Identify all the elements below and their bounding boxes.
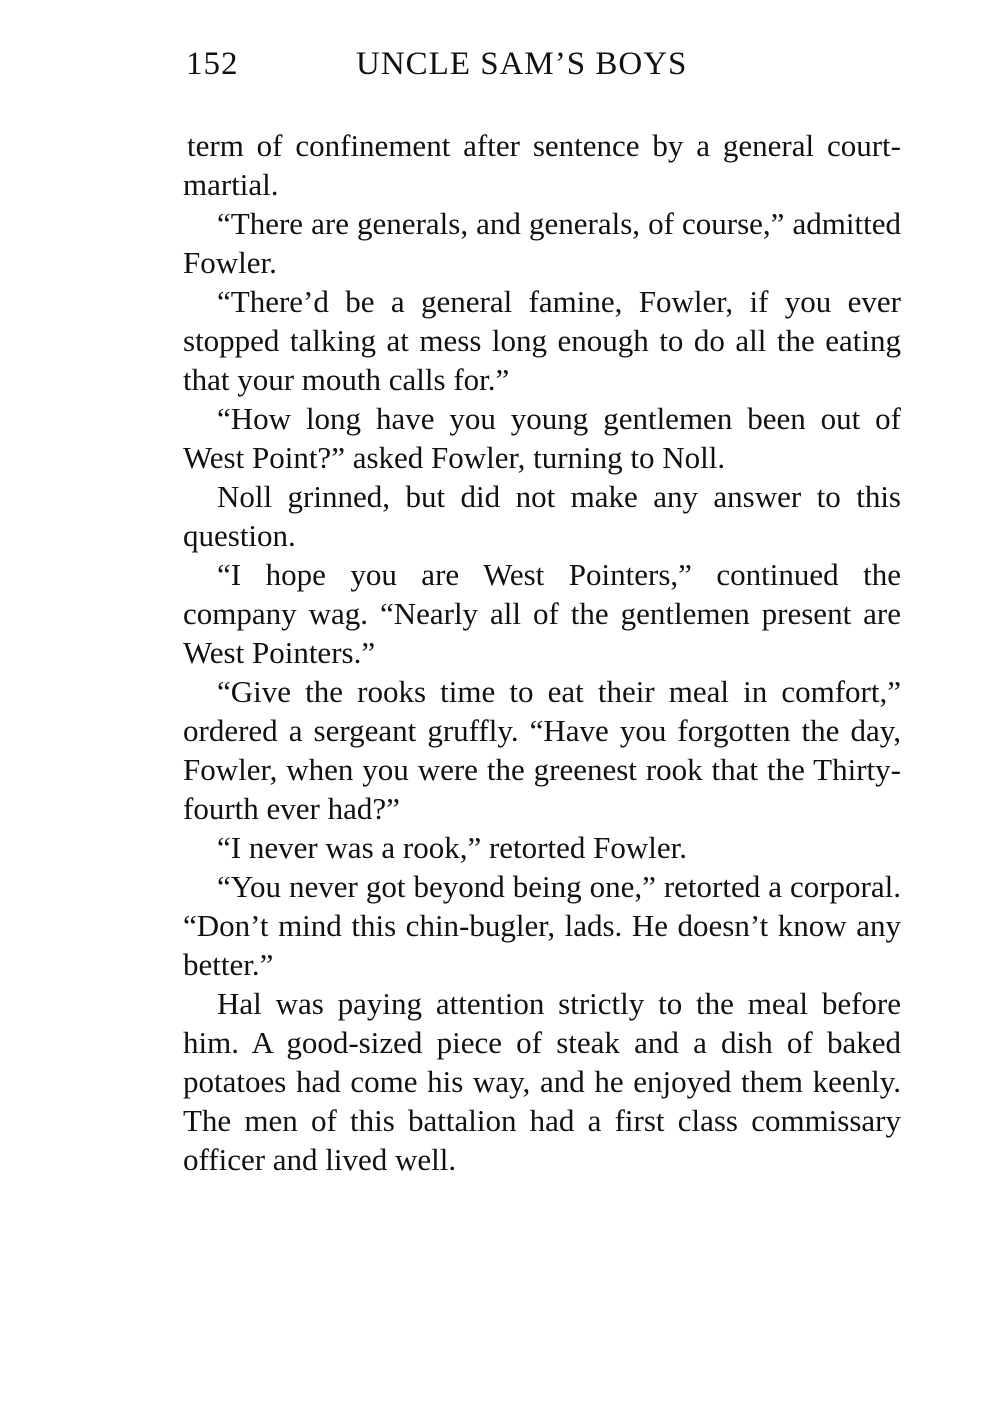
paragraph: “You never got beyond being one,” retorted a corporal. “Don’t mind this chin-bugler, lads. He doesn’t know any better.”: [183, 869, 901, 982]
paragraph: “There are generals, and generals, of course,” admitted Fowler.: [183, 206, 901, 280]
paragraph: Hal was paying attention strictly to the meal before him. A good-sized piece of steak and a dish of baked potatoes had come his way, and he enjoyed them keenly. The men of this battalion had a first class commissary officer and lived well.: [183, 986, 901, 1177]
paragraph: “How long have you young gentlemen been out of West Point?” asked Fowler, turning to Noll.: [183, 401, 901, 475]
paragraph: “Give the rooks time to eat their meal in comfort,” ordered a sergeant gruffly. “Have you forgotten the day, Fowler, when you were the greenest rook that the Thirty-fourth ever had?”: [183, 674, 901, 826]
page-header: [186, 40, 726, 90]
paragraph: “I never was a rook,” retorted Fowler.: [217, 830, 687, 865]
paragraph: “I hope you are West Pointers,” continued the company wag. “Nearly all of the gentlemen present are West Pointers.”: [183, 557, 901, 670]
paragraph: Noll grinned, but did not make any answer to this question.: [183, 479, 901, 553]
running-head: UNCLE SAM’S BOYS: [356, 46, 688, 82]
page-number: 152: [186, 46, 239, 82]
paragraph: “There’d be a general famine, Fowler, if you ever stopped talking at mess long enough to do all the eating that your mouth calls for.”: [183, 284, 901, 397]
paragraph: term of confinement after sentence by a general court-martial.: [183, 128, 901, 202]
body-text: [183, 126, 901, 1179]
